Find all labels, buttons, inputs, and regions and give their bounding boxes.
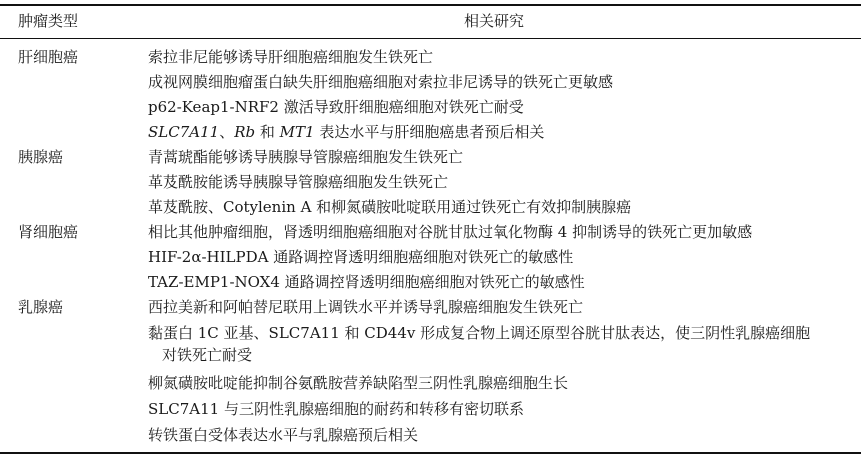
header-rule [0, 38, 861, 39]
tumor-type-cell: 乳腺癌 [18, 298, 64, 316]
gene-name: SLC7A11 [148, 123, 220, 141]
header-tumor-type: 肿瘤类型 [18, 12, 79, 30]
study-row: SLC7A11 与三阴性乳腺癌细胞的耐药和转移有密切联系 [148, 400, 524, 418]
study-text-line1: 黏蛋白 1C 亚基、SLC7A11 和 CD44v 形成复合物上调还原型谷胱甘肽表达，使三阴性乳腺癌细胞 [148, 324, 811, 342]
study-row [148, 123, 848, 141]
study-row [148, 324, 848, 364]
top-rule [0, 4, 861, 6]
header-related-research: 相关研究 [464, 12, 525, 30]
tumor-type-cell: 肾细胞癌 [18, 223, 79, 241]
study-row: 成视网膜细胞瘤蛋白缺失肝细胞癌细胞对索拉非尼诱导的铁死亡更敏感 [148, 73, 614, 91]
study-text-line2: 对铁死亡耐受 [162, 346, 253, 364]
study-row: 转铁蛋白受体表达水平与乳腺癌预后相关 [148, 426, 419, 444]
study-row: 索拉非尼能够诱导肝细胞癌细胞发生铁死亡 [148, 48, 434, 66]
gene-name: MT1 [279, 123, 315, 141]
tumor-type-cell: 肝细胞癌 [18, 48, 79, 66]
study-text: 表达水平与肝细胞癌患者预后相关 [314, 123, 545, 141]
separator: 和 [255, 123, 280, 141]
study-row: 柳氮磺胺吡啶能抑制谷氨酰胺营养缺陷型三阴性乳腺癌细胞生长 [148, 374, 569, 392]
study-row: TAZ-EMP1-NOX4 通路调控肾透明细胞癌细胞对铁死亡的敏感性 [148, 273, 585, 291]
study-row: p62-Keap1-NRF2 激活导致肝细胞癌细胞对铁死亡耐受 [148, 98, 524, 116]
tumor-type-cell: 胰腺癌 [18, 148, 64, 166]
study-row: 相比其他肿瘤细胞，肾透明细胞癌细胞对谷胱甘肽过氧化物酶 4 抑制诱导的铁死亡更加敏感 [148, 223, 753, 241]
gene-name: Rb [234, 123, 256, 141]
bottom-rule [0, 452, 861, 454]
study-row: HIF-2α-HILPDA 通路调控肾透明细胞癌细胞对铁死亡的敏感性 [148, 248, 574, 266]
study-row: 革芨酰胺能诱导胰腺导管腺癌细胞发生铁死亡 [148, 173, 449, 191]
study-row: 青蒿琥酯能够诱导胰腺导管腺癌细胞发生铁死亡 [148, 148, 464, 166]
separator: 、 [219, 123, 235, 141]
study-row: 革芨酰胺、Cotylenin A 和柳氮磺胺吡啶联用通过铁死亡有效抑制胰腺癌 [148, 198, 632, 216]
study-row: 西拉美新和阿帕替尼联用上调铁水平并诱导乳腺癌细胞发生铁死亡 [148, 298, 584, 316]
